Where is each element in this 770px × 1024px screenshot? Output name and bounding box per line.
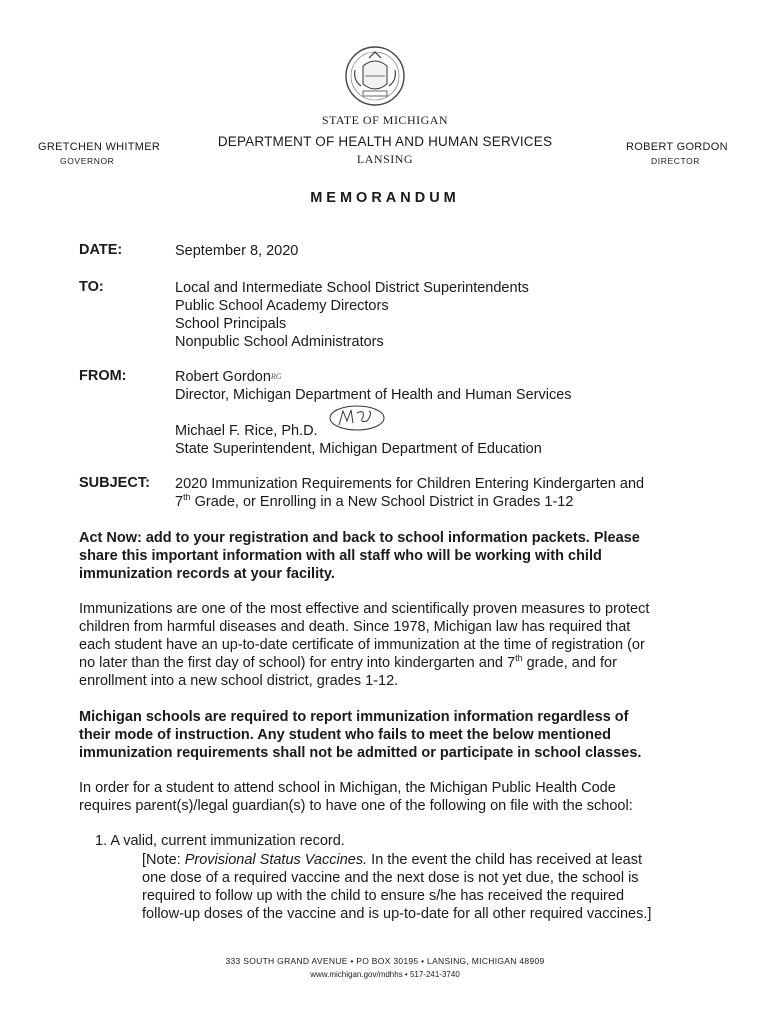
note-line: one dose of a required vaccine and the next dose is not yet due, the school is bbox=[142, 870, 639, 886]
memo-title: MEMORANDUM bbox=[310, 190, 460, 206]
to-label: TO: bbox=[79, 279, 104, 295]
intro-line: each student have an up-to-date certificate of immunization at the time of registration (or bbox=[79, 637, 645, 653]
date-label: DATE: bbox=[79, 242, 123, 258]
director-title: DIRECTOR bbox=[651, 156, 701, 166]
to-recipients bbox=[175, 279, 529, 351]
list-item: 1. A valid, current immunization record. bbox=[95, 833, 345, 849]
state-name: STATE OF MICHIGAN bbox=[321, 113, 449, 127]
city-name: LANSING bbox=[356, 152, 414, 166]
subject-label: SUBJECT: bbox=[79, 475, 150, 491]
act-now-line: Act Now: add to your registration and back to school information packets. Please bbox=[79, 530, 640, 546]
note-line: follow-up doses of the vaccine and is up-to-date for all other required vaccines.] bbox=[142, 906, 652, 922]
requirements-line: In order for a student to attend school in Michigan, the Michigan Public Health Code bbox=[79, 780, 616, 796]
from-title-gordon: Director, Michigan Department of Health and Human Services bbox=[175, 387, 572, 403]
provisional-note bbox=[142, 851, 651, 923]
note-italic: Provisional Status Vaccines. bbox=[184, 852, 368, 868]
intro-line: no later than the first day of school) for entry into kindergarten and 7 bbox=[79, 655, 516, 671]
michigan-state-seal-icon bbox=[343, 44, 407, 108]
governor-name: GRETCHEN WHITMER bbox=[38, 141, 161, 153]
requirements-line: requires parent(s)/legal guardian(s) to have one of the following on file with the school: bbox=[79, 798, 633, 814]
from-block bbox=[175, 368, 572, 404]
from-title-rice: State Superintendent, Michigan Department of Education bbox=[175, 441, 542, 457]
director-name: ROBERT GORDON bbox=[626, 141, 728, 153]
required-line: their mode of instruction. Any student who fails to meet the below mentioned bbox=[79, 727, 611, 743]
to-recipient: Public School Academy Directors bbox=[175, 298, 389, 314]
requirements-paragraph bbox=[79, 779, 699, 815]
act-now-line: immunization records at your facility. bbox=[79, 566, 335, 582]
governor-title: GOVERNOR bbox=[60, 156, 115, 166]
footer-contact: www.michigan.gov/mdhhs • 517-241-3740 bbox=[310, 970, 460, 979]
intro-line: children from harmful diseases and death. Since 1978, Michigan law has required that bbox=[79, 619, 631, 635]
to-recipient: Nonpublic School Administrators bbox=[175, 334, 384, 350]
intro-line-end: grade, and for bbox=[522, 655, 617, 671]
act-now-line: share this important information with all staff who will be working with child bbox=[79, 548, 602, 564]
intro-line: Immunizations are one of the most effective and scientifically proven measures to protect bbox=[79, 601, 650, 617]
subject-line: 2020 Immunization Requirements for Children Entering Kindergarten and bbox=[175, 476, 645, 492]
from-name-rice: Michael F. Rice, Ph.D. bbox=[175, 423, 318, 439]
note-line: required to follow up with the child to ensure s/he has received the required bbox=[142, 888, 625, 904]
note-prefix: [Note: bbox=[142, 852, 185, 868]
gordon-initials: RG bbox=[270, 372, 282, 381]
intro-paragraph bbox=[79, 600, 699, 690]
subject-line-end: Grade, or Enrolling in a New School District in Grades 1-12 bbox=[190, 494, 574, 510]
from-label: FROM: bbox=[79, 368, 127, 384]
subject-value bbox=[175, 475, 644, 511]
subject-sup: th bbox=[183, 492, 191, 503]
rice-signature-icon bbox=[327, 403, 387, 433]
required-line: immunization requirements shall not be admitted or participate in school classes. bbox=[79, 745, 642, 761]
intro-sup: th bbox=[515, 653, 523, 664]
to-recipient: School Principals bbox=[175, 316, 287, 332]
intro-line: enrollment into a new school district, grades 1-12. bbox=[79, 673, 399, 689]
required-line: Michigan schools are required to report immunization information regardless of bbox=[79, 709, 629, 725]
date-value: September 8, 2020 bbox=[175, 243, 299, 259]
note-line: In the event the child has received at least bbox=[367, 852, 643, 868]
footer-address: 333 SOUTH GRAND AVENUE • PO BOX 30195 • LANSING, MICHIGAN 48909 bbox=[225, 956, 545, 966]
subject-grade: 7 bbox=[175, 494, 184, 510]
required-paragraph bbox=[79, 708, 699, 762]
act-now-paragraph bbox=[79, 529, 699, 583]
from-name-gordon: Robert Gordon bbox=[175, 369, 271, 385]
to-recipient: Local and Intermediate School District Superintendents bbox=[175, 280, 529, 296]
department-name: DEPARTMENT OF HEALTH AND HUMAN SERVICES bbox=[217, 134, 553, 149]
